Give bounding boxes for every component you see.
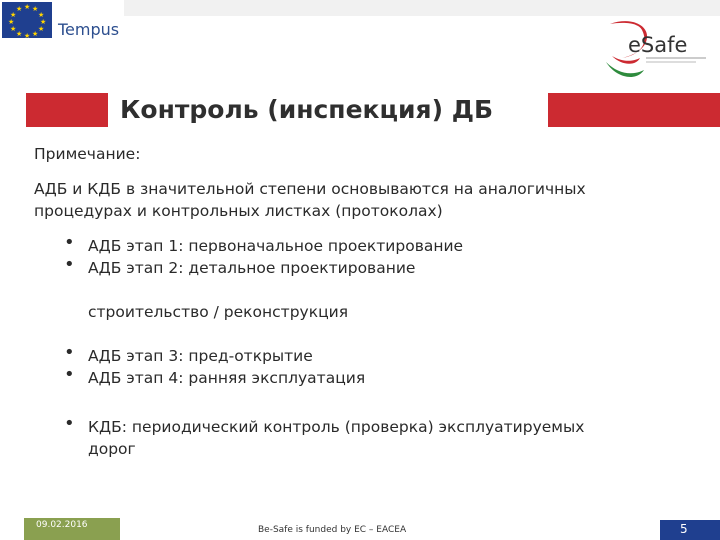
esafe-logo bbox=[592, 16, 710, 88]
bullet-item: КДБ: периодический контроль (проверка) эксплуатируемых bbox=[88, 418, 585, 436]
note-label: Примечание: bbox=[34, 145, 141, 163]
bullet-marker: • bbox=[64, 364, 75, 385]
intro-line-2: процедурах и контрольных листках (протоколах) bbox=[34, 202, 443, 220]
bullet-marker: • bbox=[64, 232, 75, 253]
bullet-item: АДБ этап 1: первоначальное проектирование bbox=[88, 237, 464, 255]
intro-line-1: АДБ и КДБ в значительной степени основываются на аналогичных bbox=[34, 180, 586, 198]
svg-text:eSafe: eSafe bbox=[628, 33, 688, 57]
tempus-logo-text: Tempus bbox=[58, 20, 120, 39]
bullet-item: АДБ этап 4: ранняя эксплуатация bbox=[88, 369, 366, 387]
page-number: 5 bbox=[680, 522, 688, 536]
header-top-bar bbox=[124, 0, 720, 16]
bullet-item-continuation: дорог bbox=[88, 440, 136, 458]
bullet-item: АДБ этап 3: пред-открытие bbox=[88, 347, 313, 365]
bullet-marker: • bbox=[64, 254, 75, 275]
bullet-marker: • bbox=[64, 413, 75, 434]
slide-title: Контроль (инспекция) ДБ bbox=[120, 95, 494, 124]
bullet-marker: • bbox=[64, 342, 75, 363]
bullet-continuation: строительство / реконструкция bbox=[88, 303, 349, 321]
footer-funding-text: Be-Safe is funded by EC – EACEA bbox=[258, 525, 407, 535]
bullet-item: АДБ этап 2: детальное проектирование bbox=[88, 259, 416, 277]
page-number-box bbox=[660, 520, 720, 540]
footer-date: 09.02.2016 bbox=[36, 520, 88, 530]
eu-flag-logo: ★ ★ ★ ★ ★ ★ ★ ★ ★ ★ ★ ★ bbox=[2, 2, 52, 38]
